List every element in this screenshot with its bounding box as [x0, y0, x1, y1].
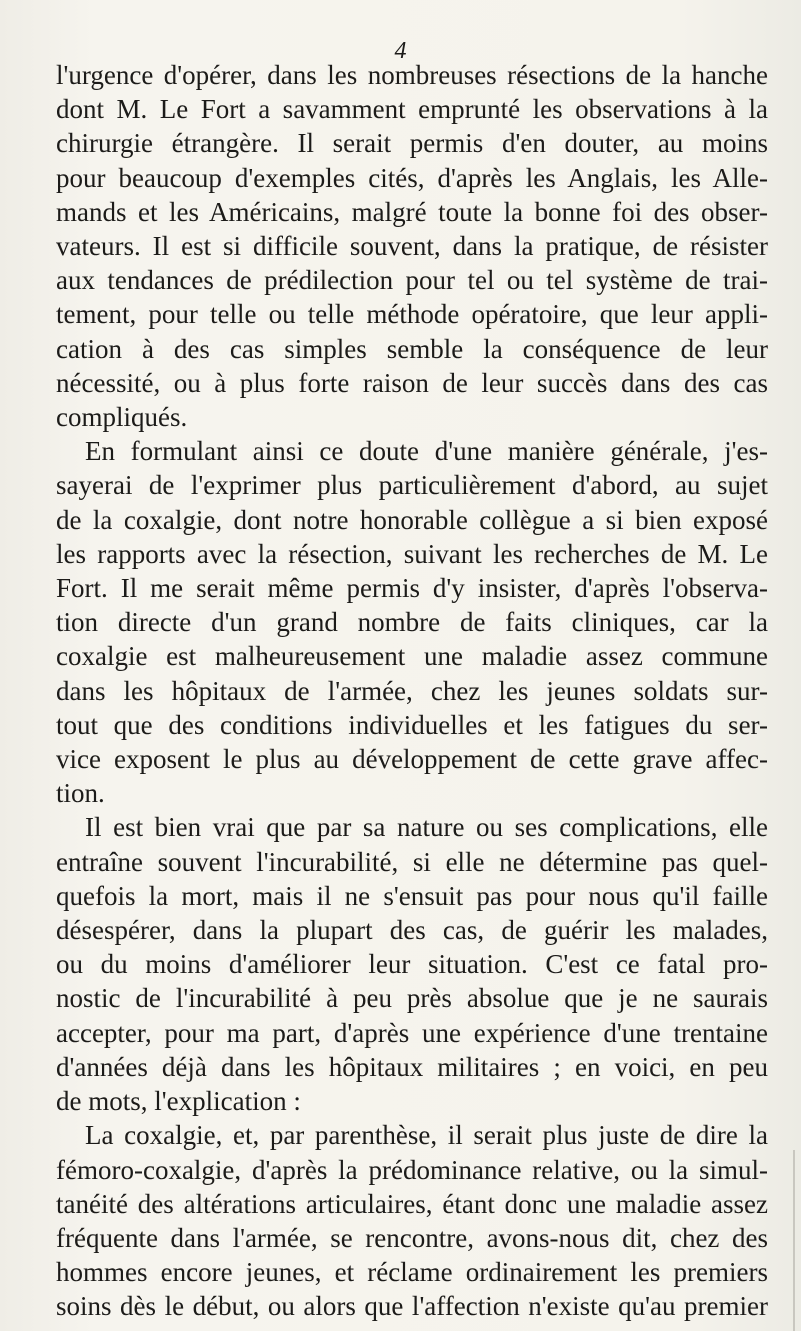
- text-line: vateurs. Il est si difficile souvent, dans la pratique, de résister: [56, 231, 768, 262]
- text-line: compliqués.: [56, 402, 188, 433]
- text-line: coxalgie est malheureusement une maladie assez commune: [56, 641, 768, 672]
- text-line: Fort. Il me serait même permis d'y insister, d'après l'observa-: [56, 573, 768, 604]
- text-line: cation à des cas simples semble la conséquence de leur: [56, 333, 768, 364]
- text-line: tout que des conditions individuelles et les fatigues du ser-: [56, 709, 768, 740]
- text-line: Il est bien vrai que par sa nature ou ses complications, elle: [85, 812, 768, 843]
- text-line: tanéité des altérations articulaires, étant donc une maladie assez: [56, 1188, 768, 1219]
- text-line: mands et les Américains, malgré toute la bonne foi des obser-: [56, 196, 768, 227]
- text-line: tement, pour telle ou telle méthode opératoire, que leur appli-: [56, 299, 768, 330]
- text-line: de mots, l'explication :: [56, 1086, 301, 1117]
- text-line: tion.: [56, 778, 105, 809]
- text-line: quefois la mort, mais il ne s'ensuit pas pour nous qu'il faille: [56, 880, 768, 911]
- text-line: accepter, pour ma part, d'après une expérience d'une trentaine: [56, 1017, 768, 1048]
- text-line: En formulant ainsi ce doute d'une manière générale, j'es-: [85, 436, 768, 467]
- text-line: vice exposent le plus au développement de cette grave affec-: [56, 744, 768, 775]
- text-line: La coxalgie, et, par parenthèse, il serait plus juste de dire la: [85, 1120, 768, 1151]
- text-line: nostic de l'incurabilité à peu près absolue que je ne saurais: [56, 983, 768, 1014]
- text-line: aux tendances de prédilection pour tel ou tel système de trai-: [56, 265, 768, 296]
- text-line: désespérer, dans la plupart des cas, de guérir les malades,: [56, 915, 768, 946]
- text-line: ou du moins d'améliorer leur situation. C'est ce fatal pro-: [56, 949, 768, 980]
- page-edge-shadow: [793, 1150, 795, 1331]
- paragraph-femoro-coxalgie: [56, 1118, 768, 1323]
- page-number: 4: [394, 38, 407, 64]
- paragraph-continuation: [56, 58, 768, 434]
- text-line: l'urgence d'opérer, dans les nombreuses résections de la hanche: [56, 60, 768, 90]
- text-line: pour beaucoup d'exemples cités, d'après les Anglais, les Alle-: [56, 162, 768, 193]
- text-line: entraîne souvent l'incurabilité, si elle ne détermine pas quel-: [56, 846, 768, 877]
- paragraph-coxalgie-intro: [56, 434, 768, 810]
- text-line: nécessité, ou à plus forte raison de leur succès dans des cas: [56, 367, 768, 398]
- text-line: chirurgie étrangère. Il serait permis d'en douter, au moins: [56, 128, 768, 159]
- body-text: [56, 58, 768, 1324]
- text-line: dont M. Le Fort a savamment emprunté les observations à la: [56, 94, 768, 125]
- text-line: sayerai de l'exprimer plus particulièrement d'abord, au sujet: [56, 470, 768, 501]
- text-line: hommes encore jeunes, et réclame ordinairement les premiers: [56, 1257, 768, 1288]
- text-line: fréquente dans l'armée, se rencontre, avons-nous dit, chez des: [56, 1222, 768, 1253]
- text-line: d'années déjà dans les hôpitaux militaires ; en voici, en peu: [56, 1051, 768, 1082]
- text-line: dans les hôpitaux de l'armée, chez les jeunes soldats sur-: [56, 675, 768, 706]
- text-line: de la coxalgie, dont notre honorable collègue a si bien exposé: [56, 504, 768, 535]
- paragraph-incurabilite: [56, 810, 768, 1118]
- text-line: les rapports avec la résection, suivant les recherches de M. Le: [56, 538, 768, 569]
- text-line: fémoro-coxalgie, d'après la prédominance relative, ou la simul-: [56, 1154, 768, 1185]
- text-line: tion directe d'un grand nombre de faits cliniques, car la: [56, 607, 768, 638]
- text-line: soins dès le début, ou alors que l'affection n'existe qu'au premier: [56, 1291, 768, 1322]
